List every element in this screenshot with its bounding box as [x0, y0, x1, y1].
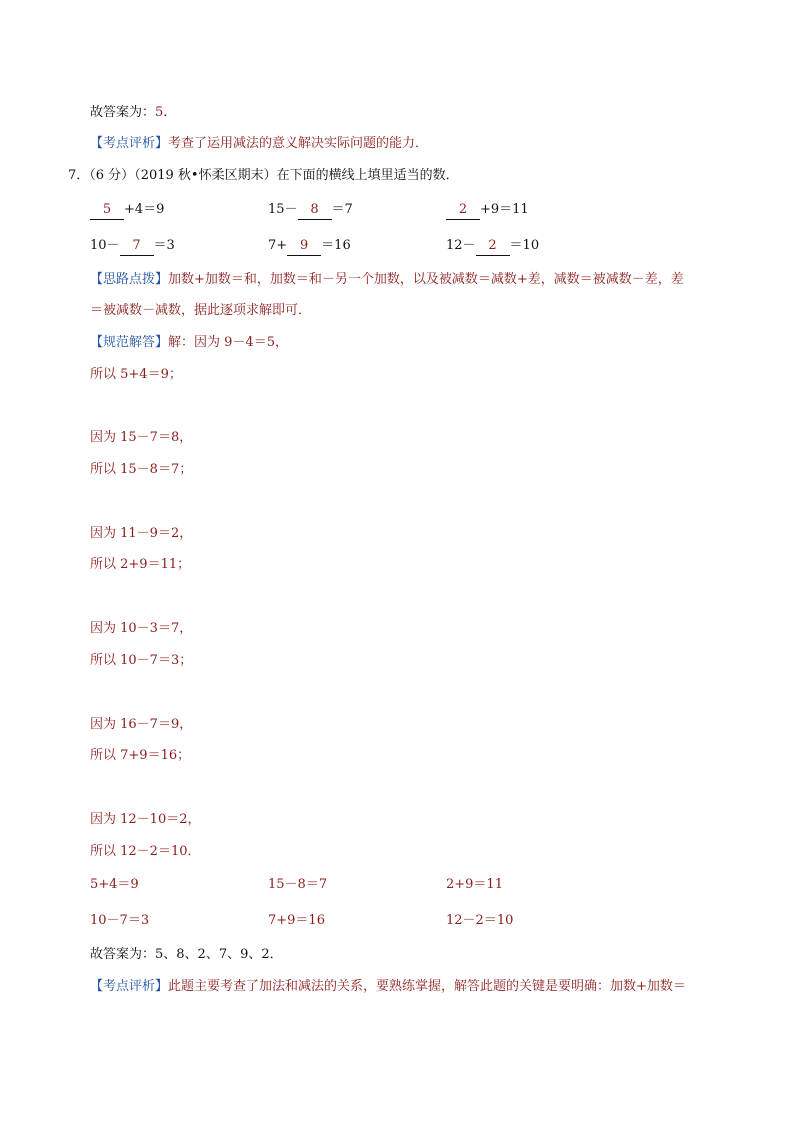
final-answer: 故答案为：5、8、2、7、9、2．	[90, 947, 283, 962]
blank-suffix: +4＝9	[124, 202, 165, 217]
result-equation: 2+9＝11	[446, 877, 503, 892]
result-equation: 5+4＝9	[90, 877, 139, 892]
solution-step: 所以 2+9＝11；	[90, 557, 191, 572]
solution-step: 所以 7+9＝16；	[90, 748, 191, 763]
blank-answer: 5	[90, 201, 124, 220]
hint-text-1: 加数+加数＝和，加数＝和－另一个加数，以及被减数＝减数+差，减数＝被减数－差，差	[168, 272, 684, 287]
blank-prefix: 10－	[90, 238, 120, 253]
prev-analysis-tag: 【考点评析】	[90, 136, 169, 151]
result-equation: 15－8＝7	[268, 877, 328, 892]
blank-suffix: +9＝11	[480, 202, 529, 217]
blank-answer: 8	[298, 201, 332, 220]
solution-step: 所以 10－7＝3；	[90, 653, 193, 668]
blank-equation	[90, 237, 175, 256]
solution-step: 所以 12－2＝10．	[90, 844, 201, 859]
blank-answer: 2	[446, 201, 480, 220]
blank-suffix: ＝3	[153, 238, 175, 253]
solution-step: 因为 10－3＝7，	[90, 621, 193, 636]
solution-step: 因为 11－9＝2，	[90, 526, 193, 541]
prev-analysis-text: 考查了运用减法的意义解决实际问题的能力．	[168, 136, 429, 151]
blank-answer: 2	[476, 237, 510, 256]
blank-equation	[268, 201, 353, 220]
blank-suffix: ＝10	[509, 238, 540, 253]
blank-prefix: 7+	[268, 238, 288, 253]
blank-equation	[446, 201, 529, 220]
result-equation: 7+9＝16	[268, 913, 325, 928]
blank-equation	[446, 237, 539, 256]
question-stem: 在下面的横线上填里适当的数．	[276, 168, 459, 183]
solution-step: 因为 15－7＝8，	[90, 430, 193, 445]
prev-analysis-line	[90, 135, 428, 153]
solution-lead: 解：因为 9－4＝5，	[168, 335, 288, 350]
analysis-line	[90, 978, 686, 996]
question-header	[68, 167, 459, 185]
solution-step: 因为 16－7＝9，	[90, 717, 193, 732]
question-score: （6 分）	[89, 168, 135, 183]
blank-suffix: ＝7	[331, 202, 353, 217]
blank-answer: 7	[120, 237, 154, 256]
blank-prefix: 12－	[446, 238, 476, 253]
solution-step: 所以 5+4＝9；	[90, 367, 182, 382]
analysis-tag: 【考点评析】	[90, 979, 169, 994]
prev-answer-line	[90, 104, 176, 122]
question-number: 7．	[68, 168, 90, 183]
prev-answer-value: 5	[155, 105, 164, 120]
result-equation: 10－7＝3	[90, 913, 150, 928]
prev-answer-label: 故答案为：	[90, 105, 156, 120]
blank-answer: 9	[287, 237, 321, 256]
solution-step: 所以 15－8＝7；	[90, 462, 193, 477]
question-source: （2019 秋•怀柔区期末）	[134, 168, 277, 183]
blank-equation	[90, 201, 164, 220]
blank-equation	[268, 237, 351, 256]
blank-prefix: 15－	[268, 202, 298, 217]
result-equation: 12－2＝10	[446, 913, 514, 928]
hint-line-1	[90, 271, 684, 289]
analysis-text: 此题主要考查了加法和减法的关系，要熟练掌握，解答此题的关键是要明确：加数+加数＝	[168, 979, 686, 994]
hint-tag: 【思路点拨】	[90, 272, 169, 287]
prev-answer-end: ．	[163, 105, 177, 120]
solution-lead-line	[90, 334, 288, 352]
blank-suffix: ＝16	[321, 238, 351, 253]
solution-tag: 【规范解答】	[90, 335, 169, 350]
hint-line-2: ＝被减数－减数，据此逐项求解即可．	[90, 303, 312, 318]
solution-step: 因为 12－10＝2，	[90, 812, 201, 827]
